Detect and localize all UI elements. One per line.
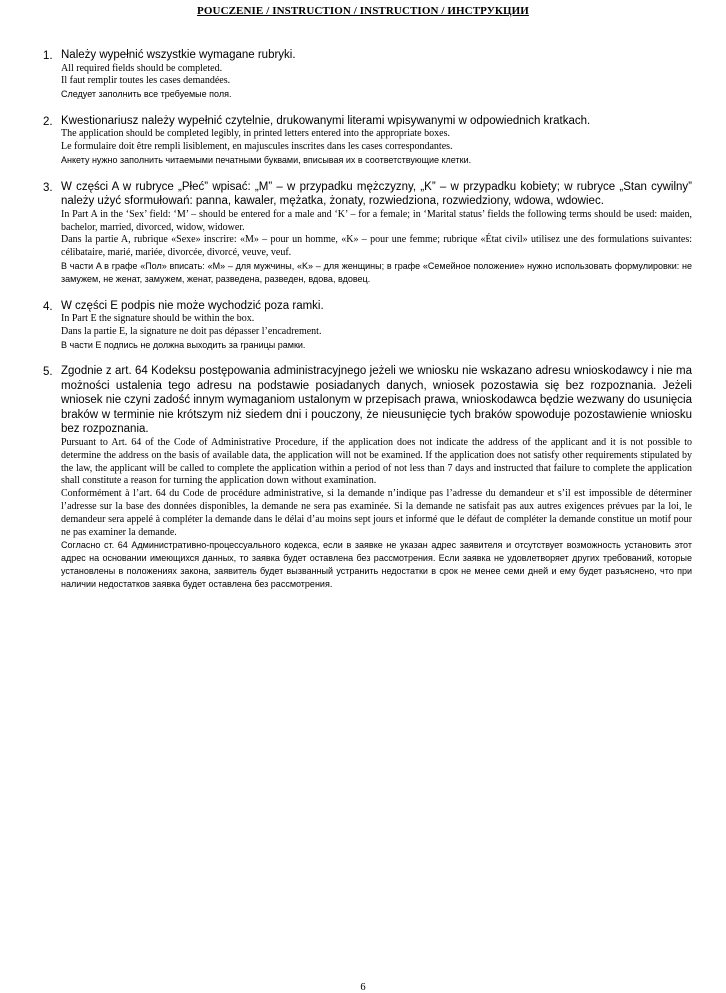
item-text-russian: В части A в графе «Пол» вписать: «M» – для мужчины, «K» – для женщины; в графе «Семейное положение» нужно использовать формулировки: не замужем, не женат, замужем, женат, разведена, разведен, вдова, вдовец. bbox=[61, 260, 692, 284]
item-text-french: Il faut remplir toutes les cases demandées. bbox=[61, 75, 231, 87]
instruction-list bbox=[40, 48, 692, 604]
instruction-item-3 bbox=[40, 180, 692, 286]
page-number: 6 bbox=[360, 982, 366, 993]
item-text-english: In Part A in the ‘Sex’ field: ‘M’ – should be entered for a male and ‘K’ – for a female; in ‘Marital status’ fields the following terms should be used: maiden, bachelor, married, divorced, widow, widower. bbox=[61, 208, 692, 233]
item-number: 5. bbox=[43, 366, 53, 379]
item-text-english: Pursuant to Art. 64 of the Code of Administrative Procedure, if the application does not indicate the address of the applicant and it is not possible to determine the address on the basis of available data, the application will not be examined. If the application does not satisfy other requirements stipulated by the law, the applicant will be called to complete the application within a period of not less than 7 days and instructed that failure to complete the application shall constitute a reason for turning the application down without examination. bbox=[61, 436, 692, 487]
item-text-polish: Kwestionariusz należy wypełnić czytelnie, drukowanymi literami wpisywanymi w odpowiednich kratkach. bbox=[61, 114, 591, 127]
page-title: POUCZENIE / INSTRUCTION / INSTRUCTION / ИНСТРУКЦИИ bbox=[197, 5, 529, 17]
item-text-polish: Należy wypełnić wszystkie wymagane rubryki. bbox=[61, 49, 296, 61]
item-number: 4. bbox=[43, 300, 53, 313]
item-text-russian: Анкету нужно заполнить читаемыми печатными буквами, вписывая их в соответствующие клетки. bbox=[61, 154, 472, 165]
item-text-russian: В части E подпись не должна выходить за границы рамки. bbox=[61, 339, 306, 350]
item-text-polish: W części E podpis nie może wychodzić poza ramki. bbox=[61, 299, 324, 312]
item-text-polish: Zgodnie z art. 64 Kodeksu postępowania administracyjnego jeżeli we wniosku nie wskazano adresu wnioskodawcy i nie ma możności ustalenia tego adresu na podstawie posiadanych danych, wniosek pozostawia się bez rozpoznania. Jeżeli wniosek nie czyni zadość innym wymaganiom ustalonym w przepisach prawa, wnioskodawca będzie wezwany do usunięcia braków w terminie nie krótszym niż siedem dni i pouczony, że nieusunięcie tych braków spowoduje pozostawienie wniosku bez rozpoznania. bbox=[61, 365, 692, 436]
item-text-french: Dans la partie A, rubrique «Sexe» inscrire: «M» – pour un homme, «K» – pour une femme; rubrique «État civil» utilisez une des formulations suivantes: célibataire, marié, mariée, divorcée, divorcé, veuve, veuf. bbox=[61, 234, 692, 259]
item-number: 3. bbox=[43, 181, 53, 194]
item-text-russian: Следует заполнить все требуемые поля. bbox=[61, 89, 232, 100]
item-text-french: Conformément à l’art. 64 du Code de procédure administrative, si la demande n’indique pas l’adresse du demandeur et s’il est impossible de déterminer l’adresse sur la base des données disponibles, la demande ne sera pas examinée. Si la demande ne satisfait pas aux autres exigences prévues par la loi, le demandeur sera appelé à compléter la demande dans le délai d’au moins sept jours et informé que le défaut de compléter la demande constitue un motif pour ne pas examiner la demande. bbox=[61, 488, 692, 538]
item-text-russian: Согласно ст. 64 Административно-процессуального кодекса, если в заявке не указан адрес заявителя и отсутствует возможность установить этот адрес на основании имеющихся данных, то заявка будет оставлена без рассмотрения. Если заявка не удовлетворяет других требований, которые установлены в положениях закона, заявитель будет вызванный устранить недостатки в срок не менее семи дней и ему будет разъяснено, что при наличии недостатков заявка будет оставлена без рассмотрения. bbox=[61, 540, 692, 589]
item-text-english: In Part E the signature should be within the box. bbox=[61, 313, 255, 325]
instruction-item-1 bbox=[40, 48, 692, 101]
item-text-french: Le formulaire doit être rempli lisiblement, en majuscules inscrites dans les cases correspondantes. bbox=[61, 141, 453, 153]
item-text-english: The application should be completed legibly, in printed letters entered into the appropriate boxes. bbox=[61, 128, 450, 140]
instruction-item-2 bbox=[40, 114, 692, 167]
instruction-item-5 bbox=[40, 364, 692, 590]
item-text-french: Dans la partie E, la signature ne doit pas dépasser l’encadrement. bbox=[61, 325, 322, 337]
item-text-english: All required fields should be completed. bbox=[61, 62, 223, 74]
item-number: 2. bbox=[43, 115, 53, 128]
instruction-item-4 bbox=[40, 299, 692, 352]
item-text-polish: W części A w rubryce „Płeć” wpisać: „M” – w przypadku mężczyzny, „K” – w przypadku kobiety; w rubryce „Stan cywilny” należy użyć sformułowań: panna, kawaler, mężatka, żonaty, rozwiedziona, rozwiedziony, wdowa, wdowiec. bbox=[61, 180, 692, 208]
item-number: 1. bbox=[43, 50, 53, 62]
